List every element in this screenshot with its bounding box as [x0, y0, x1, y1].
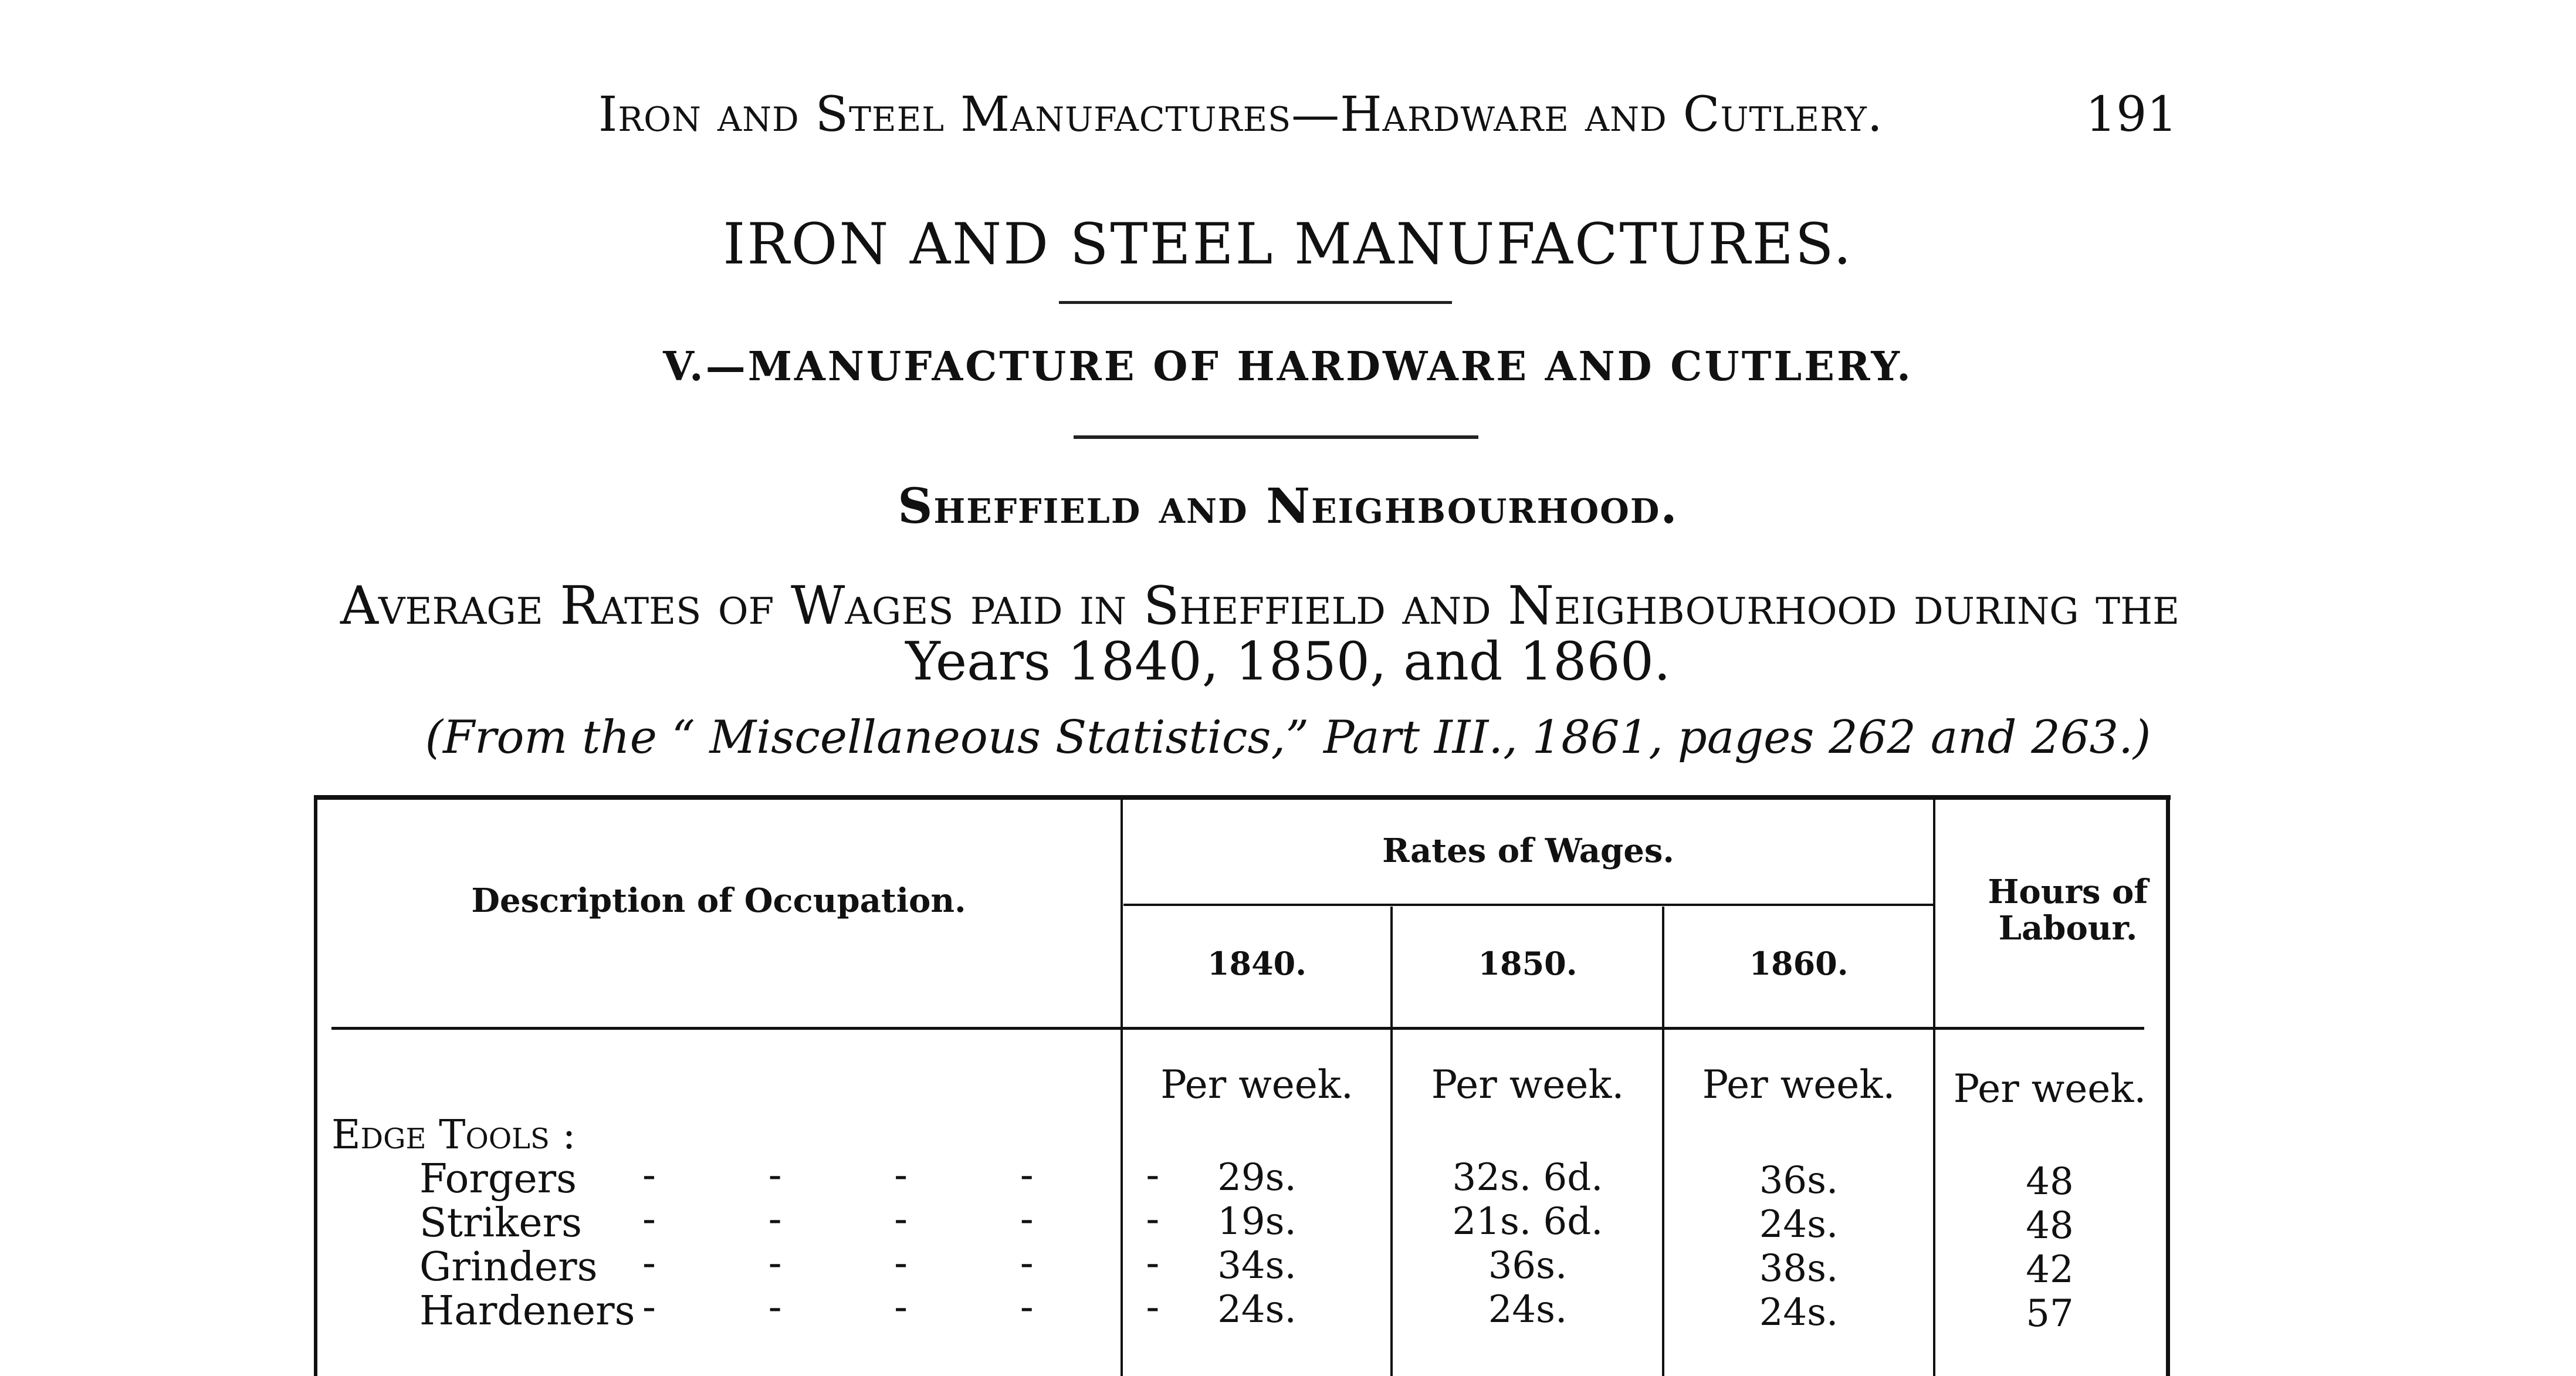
- unit-1850: Per week.: [1431, 1062, 1624, 1107]
- section-title: V.—MANUFACTURE OF HARDWARE AND CUTLERY.: [663, 343, 1913, 390]
- rates-group-rule: [1123, 904, 1933, 906]
- hours-value: 48: [2026, 1160, 2074, 1203]
- page-number: 191: [2086, 87, 2178, 143]
- wage-1840: 29s.: [1217, 1156, 1297, 1199]
- unit-1840: Per week.: [1160, 1062, 1353, 1107]
- header-year-1860: 1860.: [1749, 945, 1849, 982]
- occupation-label: Hardeners: [419, 1288, 635, 1334]
- wage-1840: 19s.: [1217, 1200, 1297, 1243]
- dot-leader: - - - - -: [642, 1152, 1210, 1198]
- year-divider-1: [1390, 907, 1393, 1376]
- wage-1850: 36s.: [1488, 1244, 1568, 1287]
- wage-1860: 36s.: [1759, 1159, 1839, 1202]
- occupation-label: Forgers: [419, 1156, 577, 1202]
- header-rates-of-wages: Rates of Wages.: [1382, 831, 1674, 870]
- region-title: Sheffield and Neighbourhood.: [898, 478, 1678, 535]
- group-label-edge-tools: Edge Tools :: [331, 1112, 576, 1158]
- title-rule: [1059, 301, 1452, 304]
- hours-value: 42: [2026, 1248, 2074, 1292]
- occupation-label: Grinders: [419, 1244, 598, 1290]
- dot-leader: - - - - -: [642, 1284, 1210, 1330]
- header-description: Description of Occupation.: [471, 881, 966, 920]
- header-year-1850: 1850.: [1478, 945, 1578, 982]
- wage-1850: 21s. 6d.: [1452, 1200, 1603, 1243]
- main-title: IRON AND STEEL MANUFACTURES.: [723, 211, 1853, 277]
- wage-1840: 34s.: [1217, 1244, 1297, 1287]
- table-top-rule: [314, 795, 2171, 800]
- unit-hours: Per week.: [1953, 1066, 2147, 1111]
- header-year-1840: 1840.: [1207, 945, 1307, 982]
- wage-table: [314, 795, 2171, 1376]
- wage-1860: 24s.: [1759, 1203, 1839, 1246]
- unit-1860: Per week.: [1702, 1062, 1895, 1107]
- source-note: (From the “ Miscellaneous Statistics,” Part III., 1861, pages 262 and 263.): [425, 711, 2151, 764]
- wage-1840: 24s.: [1217, 1288, 1297, 1331]
- header-hours-of-labour: Hours of Labour.: [1988, 873, 2148, 948]
- header-bottom-rule: [331, 1027, 2144, 1030]
- table-left-border: [314, 795, 317, 1376]
- running-head: Iron and Steel Manufactures—Hardware and Cutlery.: [598, 87, 1883, 143]
- dot-leader: - - - - -: [642, 1240, 1210, 1286]
- section-rule: [1074, 435, 1478, 439]
- wage-1850: 32s. 6d.: [1452, 1156, 1603, 1199]
- table-caption-line-1: Average Rates of Wages paid in Sheffield and Neighbourhood during the: [340, 575, 2180, 637]
- wage-1860: 24s.: [1759, 1291, 1839, 1334]
- hours-value: 57: [2026, 1292, 2074, 1336]
- occupation-label: Strikers: [419, 1200, 583, 1246]
- wage-1860: 38s.: [1759, 1247, 1839, 1290]
- dot-leader: - - - - -: [642, 1196, 1210, 1242]
- wage-1850: 24s.: [1488, 1288, 1568, 1331]
- table-right-border: [2166, 795, 2170, 1376]
- hours-value: 48: [2026, 1204, 2074, 1247]
- table-caption-line-2: Years 1840, 1850, and 1860.: [905, 631, 1671, 692]
